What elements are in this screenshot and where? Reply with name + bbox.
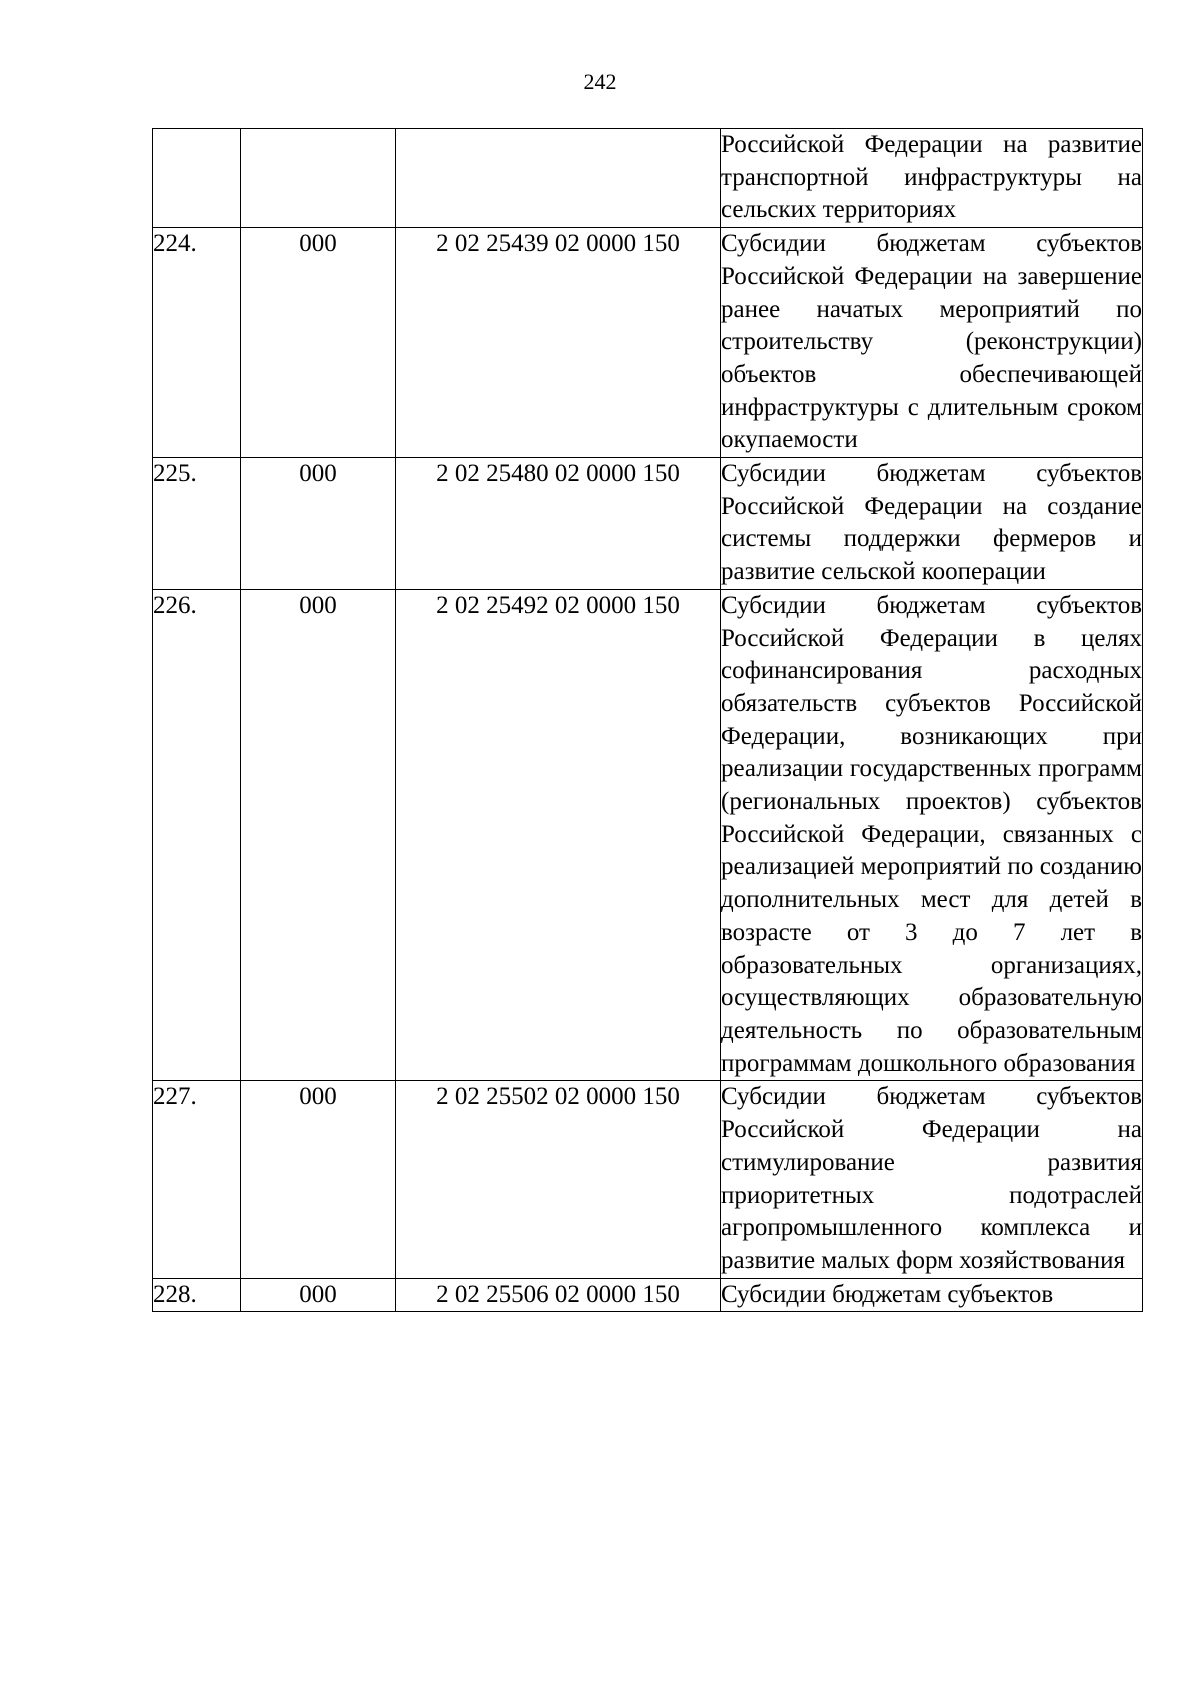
table-row bbox=[153, 1081, 1143, 1278]
row-number: 224. bbox=[153, 228, 241, 458]
admin-code: 000 bbox=[241, 458, 396, 590]
table-row bbox=[153, 458, 1143, 590]
row-number: 227. bbox=[153, 1081, 241, 1278]
table-row bbox=[153, 129, 1143, 228]
income-description: Субсидии бюджетам субъектов Российской Федерации на стимулирование развития приоритетных подотраслей агропромышленного комплекса и развитие малых форм хозяйствования bbox=[721, 1081, 1143, 1278]
income-code: 2 02 25480 02 0000 150 bbox=[396, 458, 721, 590]
row-number bbox=[153, 129, 241, 228]
budget-codes-table bbox=[152, 128, 1143, 1312]
row-number: 228. bbox=[153, 1278, 241, 1312]
page-number: 242 bbox=[583, 69, 617, 94]
income-code: 2 02 25506 02 0000 150 bbox=[396, 1278, 721, 1312]
table-row bbox=[153, 589, 1143, 1081]
table-row bbox=[153, 228, 1143, 458]
row-number: 225. bbox=[153, 458, 241, 590]
table-row bbox=[153, 1278, 1143, 1312]
income-description: Субсидии бюджетам субъектов Российской Федерации на завершение ранее начатых мероприятий по строительству (реконструкции) объектов обеспечивающей инфраструктуры с длительным сроком окупаемости bbox=[721, 228, 1143, 458]
income-code: 2 02 25439 02 0000 150 bbox=[396, 228, 721, 458]
income-code: 2 02 25492 02 0000 150 bbox=[396, 589, 721, 1081]
income-description: Субсидии бюджетам субъектов Российской Федерации на создание системы поддержки фермеров и развитие сельской кооперации bbox=[721, 458, 1143, 590]
income-code: 2 02 25502 02 0000 150 bbox=[396, 1081, 721, 1278]
income-code bbox=[396, 129, 721, 228]
income-description: Субсидии бюджетам субъектов Российской Федерации в целях софинансирования расходных обязательств субъектов Российской Федерации, возникающих при реализации государственных программ (региональных проектов) субъектов Российской Федерации, связанных с реализацией мероприятий по созданию дополнительных мест для детей в возрасте от 3 до 7 лет в образовательных организациях, осуществляющих образовательную деятельность по образовательным программам дошкольного образования bbox=[721, 589, 1143, 1081]
admin-code bbox=[241, 129, 396, 228]
admin-code: 000 bbox=[241, 228, 396, 458]
admin-code: 000 bbox=[241, 589, 396, 1081]
row-number: 226. bbox=[153, 589, 241, 1081]
income-description: Российской Федерации на развитие транспортной инфраструктуры на сельских территориях bbox=[721, 129, 1143, 228]
income-description: Субсидии бюджетам субъектов bbox=[721, 1278, 1143, 1312]
admin-code: 000 bbox=[241, 1081, 396, 1278]
admin-code: 000 bbox=[241, 1278, 396, 1312]
